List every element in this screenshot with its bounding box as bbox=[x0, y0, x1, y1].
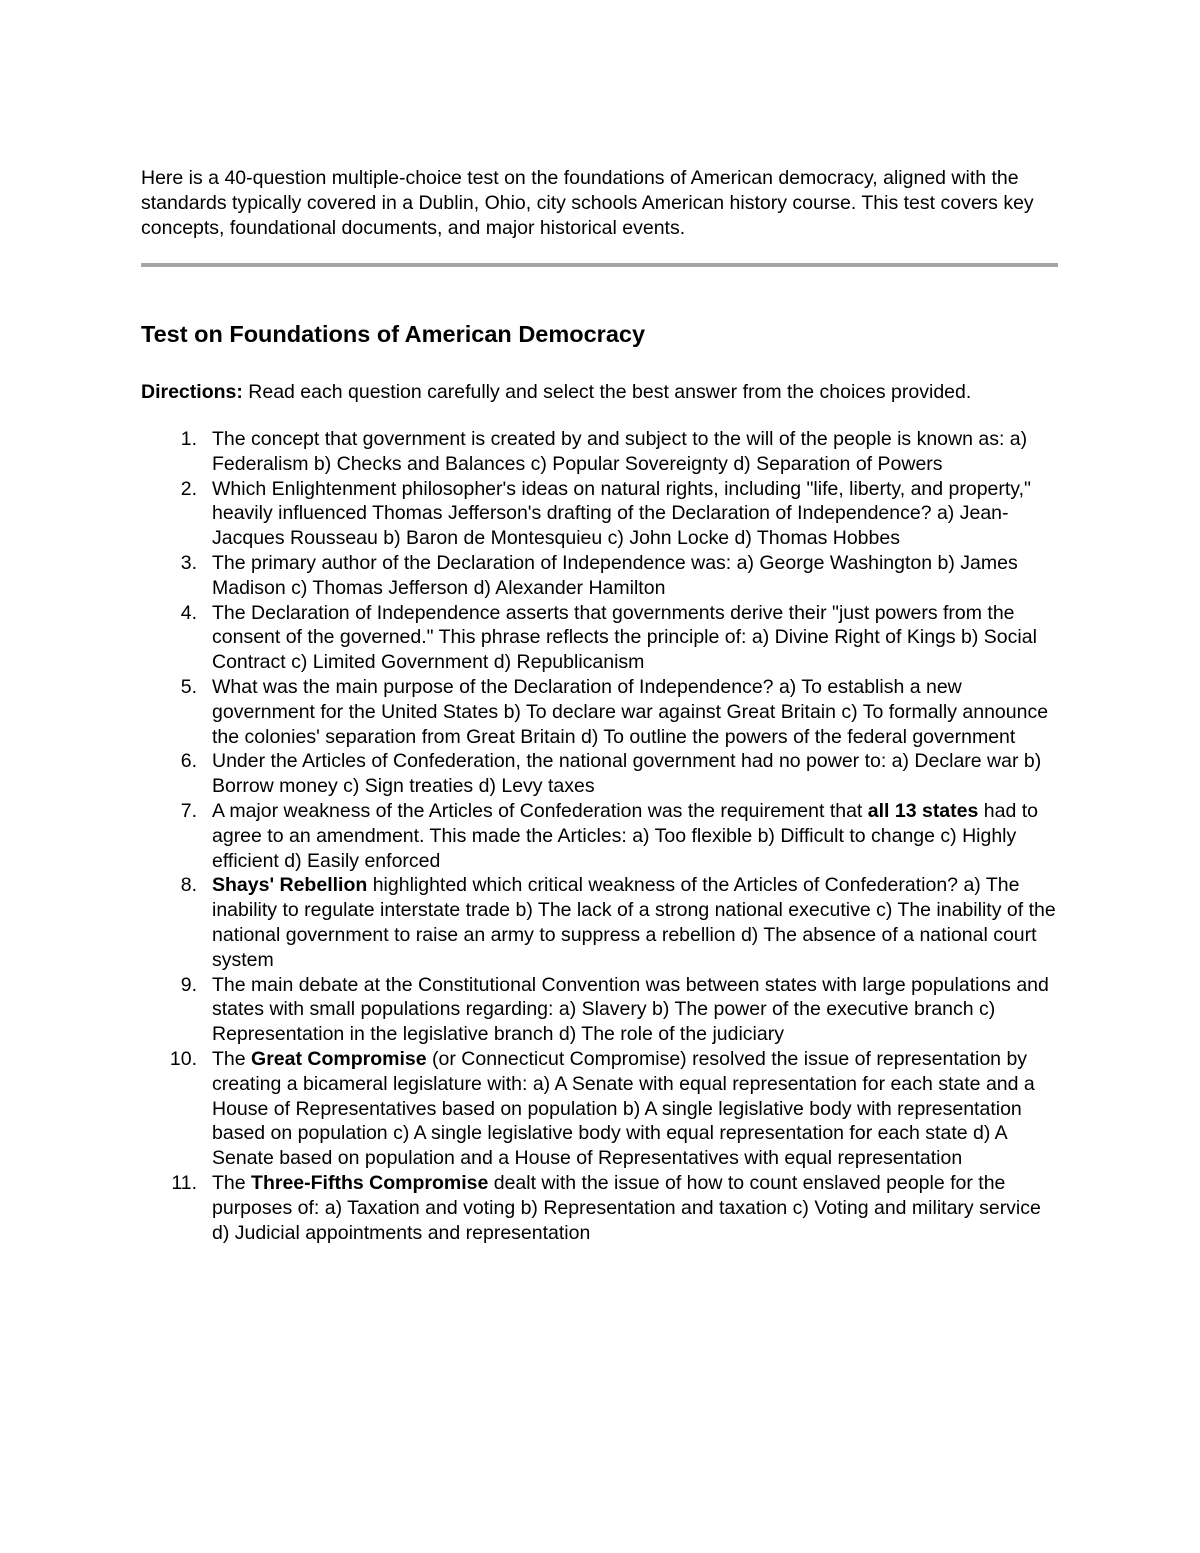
question-emphasis: all 13 states bbox=[867, 799, 979, 822]
question-number: 6. bbox=[180, 750, 197, 773]
question-emphasis: Three-Fifths Compromise bbox=[251, 1171, 489, 1194]
intro-paragraph: Here is a 40-question multiple-choice test on the foundations of American democracy, aligned with the standards typically covered in a Dublin, Ohio, city schools American history course. This test covers key concepts, foundational documents, and major historical events. bbox=[141, 167, 1034, 239]
question-text-continued: highlighted which critical weakness of the Articles of Confederation? a) The inability to regulate interstate trade b) The lack of a strong national executive c) The inability of the national government to raise an army to suppress a rebellion d) The absence of a national court system bbox=[212, 874, 1056, 971]
test-title: Test on Foundations of American Democracy bbox=[141, 321, 646, 347]
question-item bbox=[141, 551, 1061, 601]
question-item bbox=[141, 601, 1061, 675]
directions-text: Read each question carefully and select the best answer from the choices provided. bbox=[242, 381, 972, 403]
question-number: 5. bbox=[180, 675, 197, 698]
question-text-continued: dealt with the issue of how to count enslaved people for the purposes of: a) Taxation and voting b) Representation and taxation c) Voting and military service d) Judicial appointments and representation bbox=[212, 1171, 1041, 1244]
directions-paragraph bbox=[141, 380, 1061, 405]
question-emphasis: Shays' Rebellion bbox=[212, 874, 368, 897]
question-text: The primary author of the Declaration of Independence was: a) George Washington b) James Madison c) Thomas Jefferson d) Alexander Hamilton bbox=[212, 551, 1018, 599]
question-item bbox=[141, 749, 1061, 799]
question-item bbox=[141, 799, 1061, 873]
question-item bbox=[141, 1171, 1061, 1245]
question-text-continued: had to agree to an amendment. This made the Articles: a) Too flexible b) Difficult to change c) Highly efficient d) Easily enforced bbox=[212, 799, 1038, 872]
question-item bbox=[141, 675, 1061, 749]
question-text: The bbox=[212, 1171, 252, 1194]
question-number: 8. bbox=[180, 874, 197, 897]
question-text: What was the main purpose of the Declaration of Independence? a) To establish a new government for the United States b) To declare war against Great Britain c) To formally announce the colonies' separation from Great Britain d) To outline the powers of the federal government bbox=[212, 675, 1049, 748]
question-text: A major weakness of the Articles of Confederation was the requirement that bbox=[212, 799, 868, 822]
horizontal-divider bbox=[141, 263, 1058, 267]
question-text: The main debate at the Constitutional Convention was between states with large populations and states with small populations regarding: a) Slavery b) The power of the executive branch c) Representation in the legislative branch d) The role of the judiciary bbox=[212, 973, 1049, 1046]
question-text: The Declaration of Independence asserts that governments derive their "just powers from the consent of the governed." This phrase reflects the principle of: a) Divine Right of Kings b) Social Contract c) Limited Government d) Republicanism bbox=[212, 601, 1037, 674]
question-item bbox=[141, 973, 1061, 1047]
question-number: 2. bbox=[180, 477, 197, 500]
question-text: The bbox=[212, 1047, 252, 1070]
question-item bbox=[141, 427, 1061, 477]
question-text: The concept that government is created by and subject to the will of the people is known as: a) Federalism b) Checks and Balances c) Popular Sovereignty d) Separation of Powers bbox=[212, 428, 1028, 475]
question-text: Which Enlightenment philosopher's ideas on natural rights, including "life, liberty, and property," heavily influenced Thomas Jefferson's drafting of the Declaration of Independence? a) Jean-Jacques Rousseau b) Baron de Montesquieu c) John Locke d) Thomas Hobbes bbox=[212, 477, 1031, 550]
question-number: 10. bbox=[169, 1047, 197, 1070]
question-list bbox=[141, 427, 1061, 1245]
question-text: Under the Articles of Confederation, the national government had no power to: a) Declare war b) Borrow money c) Sign treaties d) Levy taxes bbox=[212, 750, 1042, 798]
document-page bbox=[141, 166, 1061, 1245]
question-text-continued: (or Connecticut Compromise) resolved the issue of representation by creating a bicameral legislature with: a) A Senate with equal representation for each state and a House of Representatives based on population b) A single legislative body with representation based on population c) A single legislative body with equal representation for each state d) A Senate based on population and a House of Representatives with equal representation bbox=[212, 1047, 1035, 1170]
question-item bbox=[141, 1047, 1061, 1171]
question-item bbox=[141, 873, 1061, 972]
question-emphasis: Great Compromise bbox=[251, 1047, 427, 1070]
question-number: 9. bbox=[180, 973, 197, 996]
question-number: 3. bbox=[180, 551, 197, 574]
question-number: 7. bbox=[180, 799, 197, 822]
question-item bbox=[141, 477, 1061, 551]
question-number: 4. bbox=[180, 601, 197, 624]
question-number: 1. bbox=[180, 428, 197, 450]
question-number: 11. bbox=[171, 1171, 197, 1194]
directions-label: Directions: bbox=[141, 381, 243, 403]
